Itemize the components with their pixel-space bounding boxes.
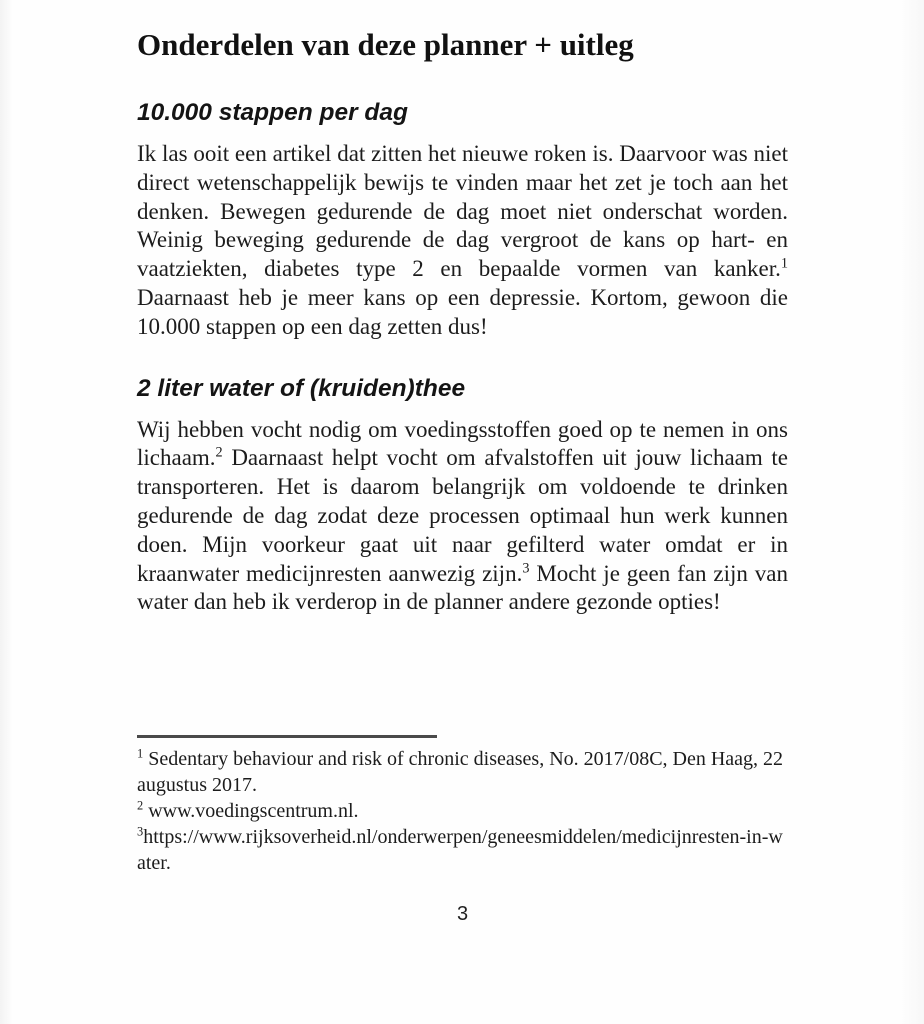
section-heading-steps: 10.000 stappen per dag — [137, 99, 408, 126]
footnote-marker: 3 — [137, 824, 144, 839]
page-title: Onderdelen van deze planner + uitleg — [137, 27, 634, 62]
footnote-item — [137, 798, 788, 824]
footnotes — [137, 746, 788, 876]
page-content — [137, 0, 788, 928]
footnote-text: Sedentary behaviour and risk of chronic diseases, No. 2017/08C, Den Haag, 22 augustus 2017. — [137, 748, 784, 797]
superscript-ref: 3 — [522, 559, 530, 576]
superscript-ref: 1 — [780, 255, 788, 272]
footnote-item — [137, 824, 788, 876]
footnote-marker: 1 — [137, 746, 144, 761]
footnote-separator — [137, 735, 437, 738]
footnote-text: www.voedingscentrum.nl. — [143, 800, 359, 823]
footnote-text: https://www.rijksoverheid.nl/onderwerpen/geneesmiddelen/medicijnresten-in-water. — [137, 826, 783, 875]
section-heading-water: 2 liter water of (kruiden)thee — [137, 374, 466, 402]
superscript-ref: 2 — [215, 444, 223, 461]
footnote-item — [137, 746, 788, 798]
page-left-edge-shading — [0, 0, 13, 1024]
section-paragraph-water: Wij hebben vocht nodig om voedingsstoffen goed op te nemen in ons lichaam.$^2$ Daarnaast helpt vocht om afvalstoffen uit jouw lichaam te transporteren. Het is daarom belangrijk om voldoende te drinken gedurende de dag zodat deze processen optimaal hun werk kunnen doen. Mijn voorkeur gaat uit naar gefilterd water omdat er in kraanwater medicijnresten aanwezig zijn.$^3$ Mocht je geen fan zijn van water dan heb ik verderop in de planner andere gezonde opties! — [137, 416, 788, 615]
section-paragraph-steps: Ik las ooit een artikel dat zitten het nieuwe roken is. Daarvoor was niet direct wetenschappelijk bewijs te vinden maar het zet je toch aan het denken. Bewegen gedurende de dag moet niet onderschat worden. Weinig beweging gedurende de dag vergroot de kans op hart- en vaatziekten, diabetes type 2 en bepaalde vormen van kanker.$^1$ Daarnaast heb je meer kans op een depressie. Kortom, gewoon die 10.000 stappen op een dag zetten dus! — [137, 141, 788, 339]
page-right-edge-shading — [900, 0, 924, 1024]
footnote-marker: 2 — [137, 798, 144, 813]
page-number: 3 — [456, 903, 469, 926]
